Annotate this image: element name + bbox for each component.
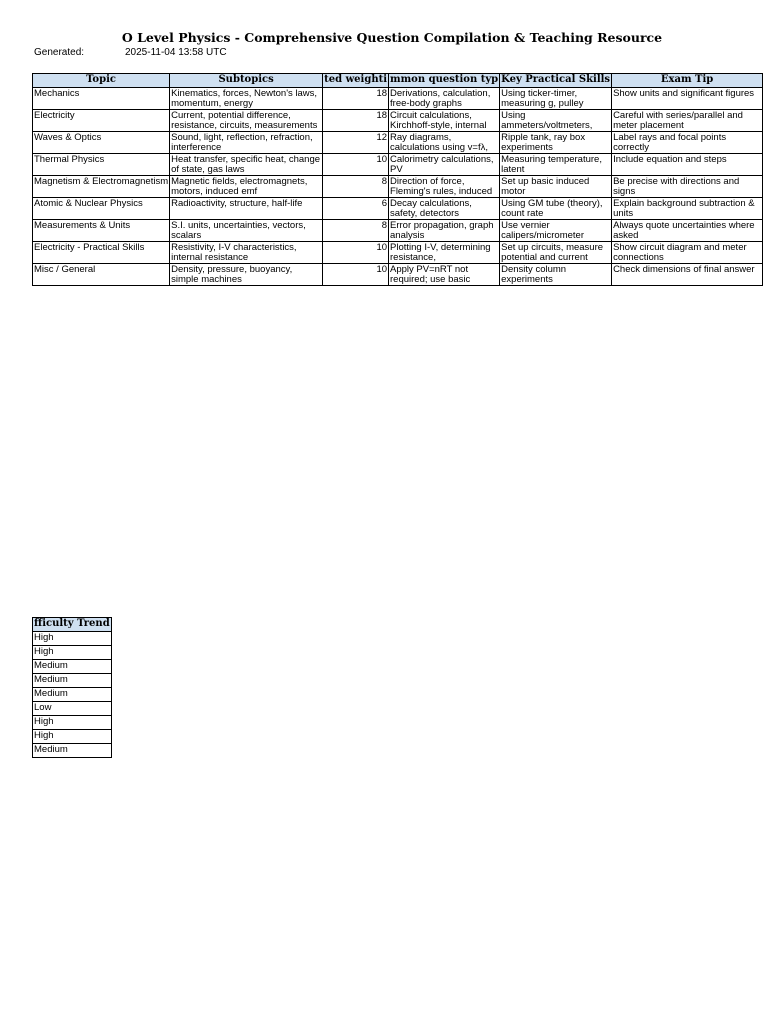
cell-weighting[interactable]: 18 — [323, 88, 389, 110]
cell-difficulty[interactable]: High — [33, 716, 112, 730]
difficulty-row — [33, 674, 112, 688]
difficulty-row — [33, 660, 112, 674]
cell-weighting[interactable]: 10 — [323, 264, 389, 286]
sheet-title: O Level Physics - Comprehensive Question Compilation & Teaching Resource — [121, 30, 663, 45]
difficulty-row — [33, 716, 112, 730]
cell-topic[interactable]: Atomic & Nuclear Physics — [33, 198, 170, 220]
difficulty-row — [33, 632, 112, 646]
cell-subtopics[interactable]: Resistivity, I-V characteristics, internal resistance — [170, 242, 323, 264]
cell-weighting[interactable]: 8 — [323, 176, 389, 198]
cell-question-types[interactable]: Apply PV=nRT not required; use basic — [389, 264, 500, 286]
cell-exam-tip[interactable]: Explain background subtraction & units — [612, 198, 763, 220]
cell-question-types[interactable]: Ray diagrams, calculations using v=fλ, — [389, 132, 500, 154]
cell-subtopics[interactable]: Current, potential difference, resistance, circuits, measurements — [170, 110, 323, 132]
cell-question-types[interactable]: Direction of force, Fleming's rules, induced — [389, 176, 500, 198]
cell-subtopics[interactable]: Kinematics, forces, Newton's laws, momentum, energy — [170, 88, 323, 110]
difficulty-header-row — [33, 618, 112, 632]
cell-exam-tip[interactable]: Show units and significant figures — [612, 88, 763, 110]
cell-weighting[interactable]: 8 — [323, 220, 389, 242]
cell-topic[interactable]: Magnetism & Electromagnetism — [33, 176, 170, 198]
table-row — [33, 88, 763, 110]
cell-subtopics[interactable]: Magnetic fields, electromagnets, motors, induced emf — [170, 176, 323, 198]
cell-difficulty[interactable]: Medium — [33, 744, 112, 758]
cell-topic[interactable]: Waves & Optics — [33, 132, 170, 154]
cell-practical-skills[interactable]: Using ticker-timer, measuring g, pulley — [500, 88, 612, 110]
table-row — [33, 110, 763, 132]
cell-practical-skills[interactable]: Set up basic induced motor — [500, 176, 612, 198]
cell-question-types[interactable]: Error propagation, graph analysis — [389, 220, 500, 242]
cell-exam-tip[interactable]: Include equation and steps — [612, 154, 763, 176]
cell-topic[interactable]: Mechanics — [33, 88, 170, 110]
table-row — [33, 176, 763, 198]
cell-question-types[interactable]: Plotting I-V, determining resistance, — [389, 242, 500, 264]
cell-difficulty[interactable]: Medium — [33, 674, 112, 688]
cell-practical-skills[interactable]: Using GM tube (theory), count rate — [500, 198, 612, 220]
cell-exam-tip[interactable]: Careful with series/parallel and meter placement — [612, 110, 763, 132]
table-row — [33, 220, 763, 242]
cell-exam-tip[interactable]: Check dimensions of final answer — [612, 264, 763, 286]
cell-difficulty[interactable]: High — [33, 646, 112, 660]
difficulty-row — [33, 702, 112, 716]
generated-label: Generated: — [34, 47, 85, 58]
cell-subtopics[interactable]: S.I. units, uncertainties, vectors, scalars — [170, 220, 323, 242]
cell-exam-tip[interactable]: Always quote uncertainties where asked — [612, 220, 763, 242]
table-row — [33, 242, 763, 264]
cell-topic[interactable]: Electricity - Practical Skills — [33, 242, 170, 264]
difficulty-table — [32, 617, 112, 758]
cell-topic[interactable]: Thermal Physics — [33, 154, 170, 176]
cell-topic[interactable]: Measurements & Units — [33, 220, 170, 242]
cell-difficulty[interactable]: Low — [33, 702, 112, 716]
cell-weighting[interactable]: 10 — [323, 242, 389, 264]
cell-topic[interactable]: Electricity — [33, 110, 170, 132]
cell-practical-skills[interactable]: Use vernier calipers/micrometer — [500, 220, 612, 242]
cell-practical-skills[interactable]: Ripple tank, ray box experiments — [500, 132, 612, 154]
header-practical-skills[interactable]: Key Practical Skills — [500, 74, 612, 88]
header-exam-tip[interactable]: Exam Tip — [612, 74, 763, 88]
difficulty-row — [33, 730, 112, 744]
cell-exam-tip[interactable]: Show circuit diagram and meter connections — [612, 242, 763, 264]
header-row — [33, 74, 763, 88]
cell-question-types[interactable]: Circuit calculations, Kirchhoff-style, internal — [389, 110, 500, 132]
header-topic[interactable]: Topic — [33, 74, 170, 88]
cell-difficulty[interactable]: Medium — [33, 660, 112, 674]
cell-difficulty[interactable]: High — [33, 730, 112, 744]
cell-weighting[interactable]: 6 — [323, 198, 389, 220]
cell-weighting[interactable]: 10 — [323, 154, 389, 176]
cell-subtopics[interactable]: Heat transfer, specific heat, change of state, gas laws — [170, 154, 323, 176]
table-row — [33, 198, 763, 220]
cell-topic[interactable]: Misc / General — [33, 264, 170, 286]
difficulty-row — [33, 744, 112, 758]
cell-subtopics[interactable]: Sound, light, reflection, refraction, interference — [170, 132, 323, 154]
generated-timestamp: 2025-11-04 13:58 UTC — [125, 47, 227, 58]
cell-practical-skills[interactable]: Measuring temperature, latent — [500, 154, 612, 176]
difficulty-row — [33, 646, 112, 660]
table-row — [33, 132, 763, 154]
cell-weighting[interactable]: 12 — [323, 132, 389, 154]
cell-weighting[interactable]: 18 — [323, 110, 389, 132]
cell-subtopics[interactable]: Density, pressure, buoyancy, simple machines — [170, 264, 323, 286]
difficulty-row — [33, 688, 112, 702]
cell-exam-tip[interactable]: Be precise with directions and signs — [612, 176, 763, 198]
header-weighting[interactable]: ted weighti — [323, 74, 389, 88]
cell-question-types[interactable]: Decay calculations, safety, detectors — [389, 198, 500, 220]
cell-practical-skills[interactable]: Set up circuits, measure potential and current — [500, 242, 612, 264]
table-row — [33, 154, 763, 176]
table-row — [33, 264, 763, 286]
cell-practical-skills[interactable]: Using ammeters/voltmeters, — [500, 110, 612, 132]
cell-question-types[interactable]: Derivations, calculation, free-body graphs — [389, 88, 500, 110]
cell-practical-skills[interactable]: Density column experiments — [500, 264, 612, 286]
cell-difficulty[interactable]: High — [33, 632, 112, 646]
header-subtopics[interactable]: Subtopics — [170, 74, 323, 88]
header-question-types[interactable]: mmon question typ — [389, 74, 500, 88]
topics-table — [32, 73, 763, 286]
cell-exam-tip[interactable]: Label rays and focal points correctly — [612, 132, 763, 154]
cell-difficulty[interactable]: Medium — [33, 688, 112, 702]
header-difficulty-trend[interactable]: fficulty Trend — [33, 618, 112, 632]
cell-question-types[interactable]: Calorimetry calculations, PV — [389, 154, 500, 176]
cell-subtopics[interactable]: Radioactivity, structure, half-life — [170, 198, 323, 220]
